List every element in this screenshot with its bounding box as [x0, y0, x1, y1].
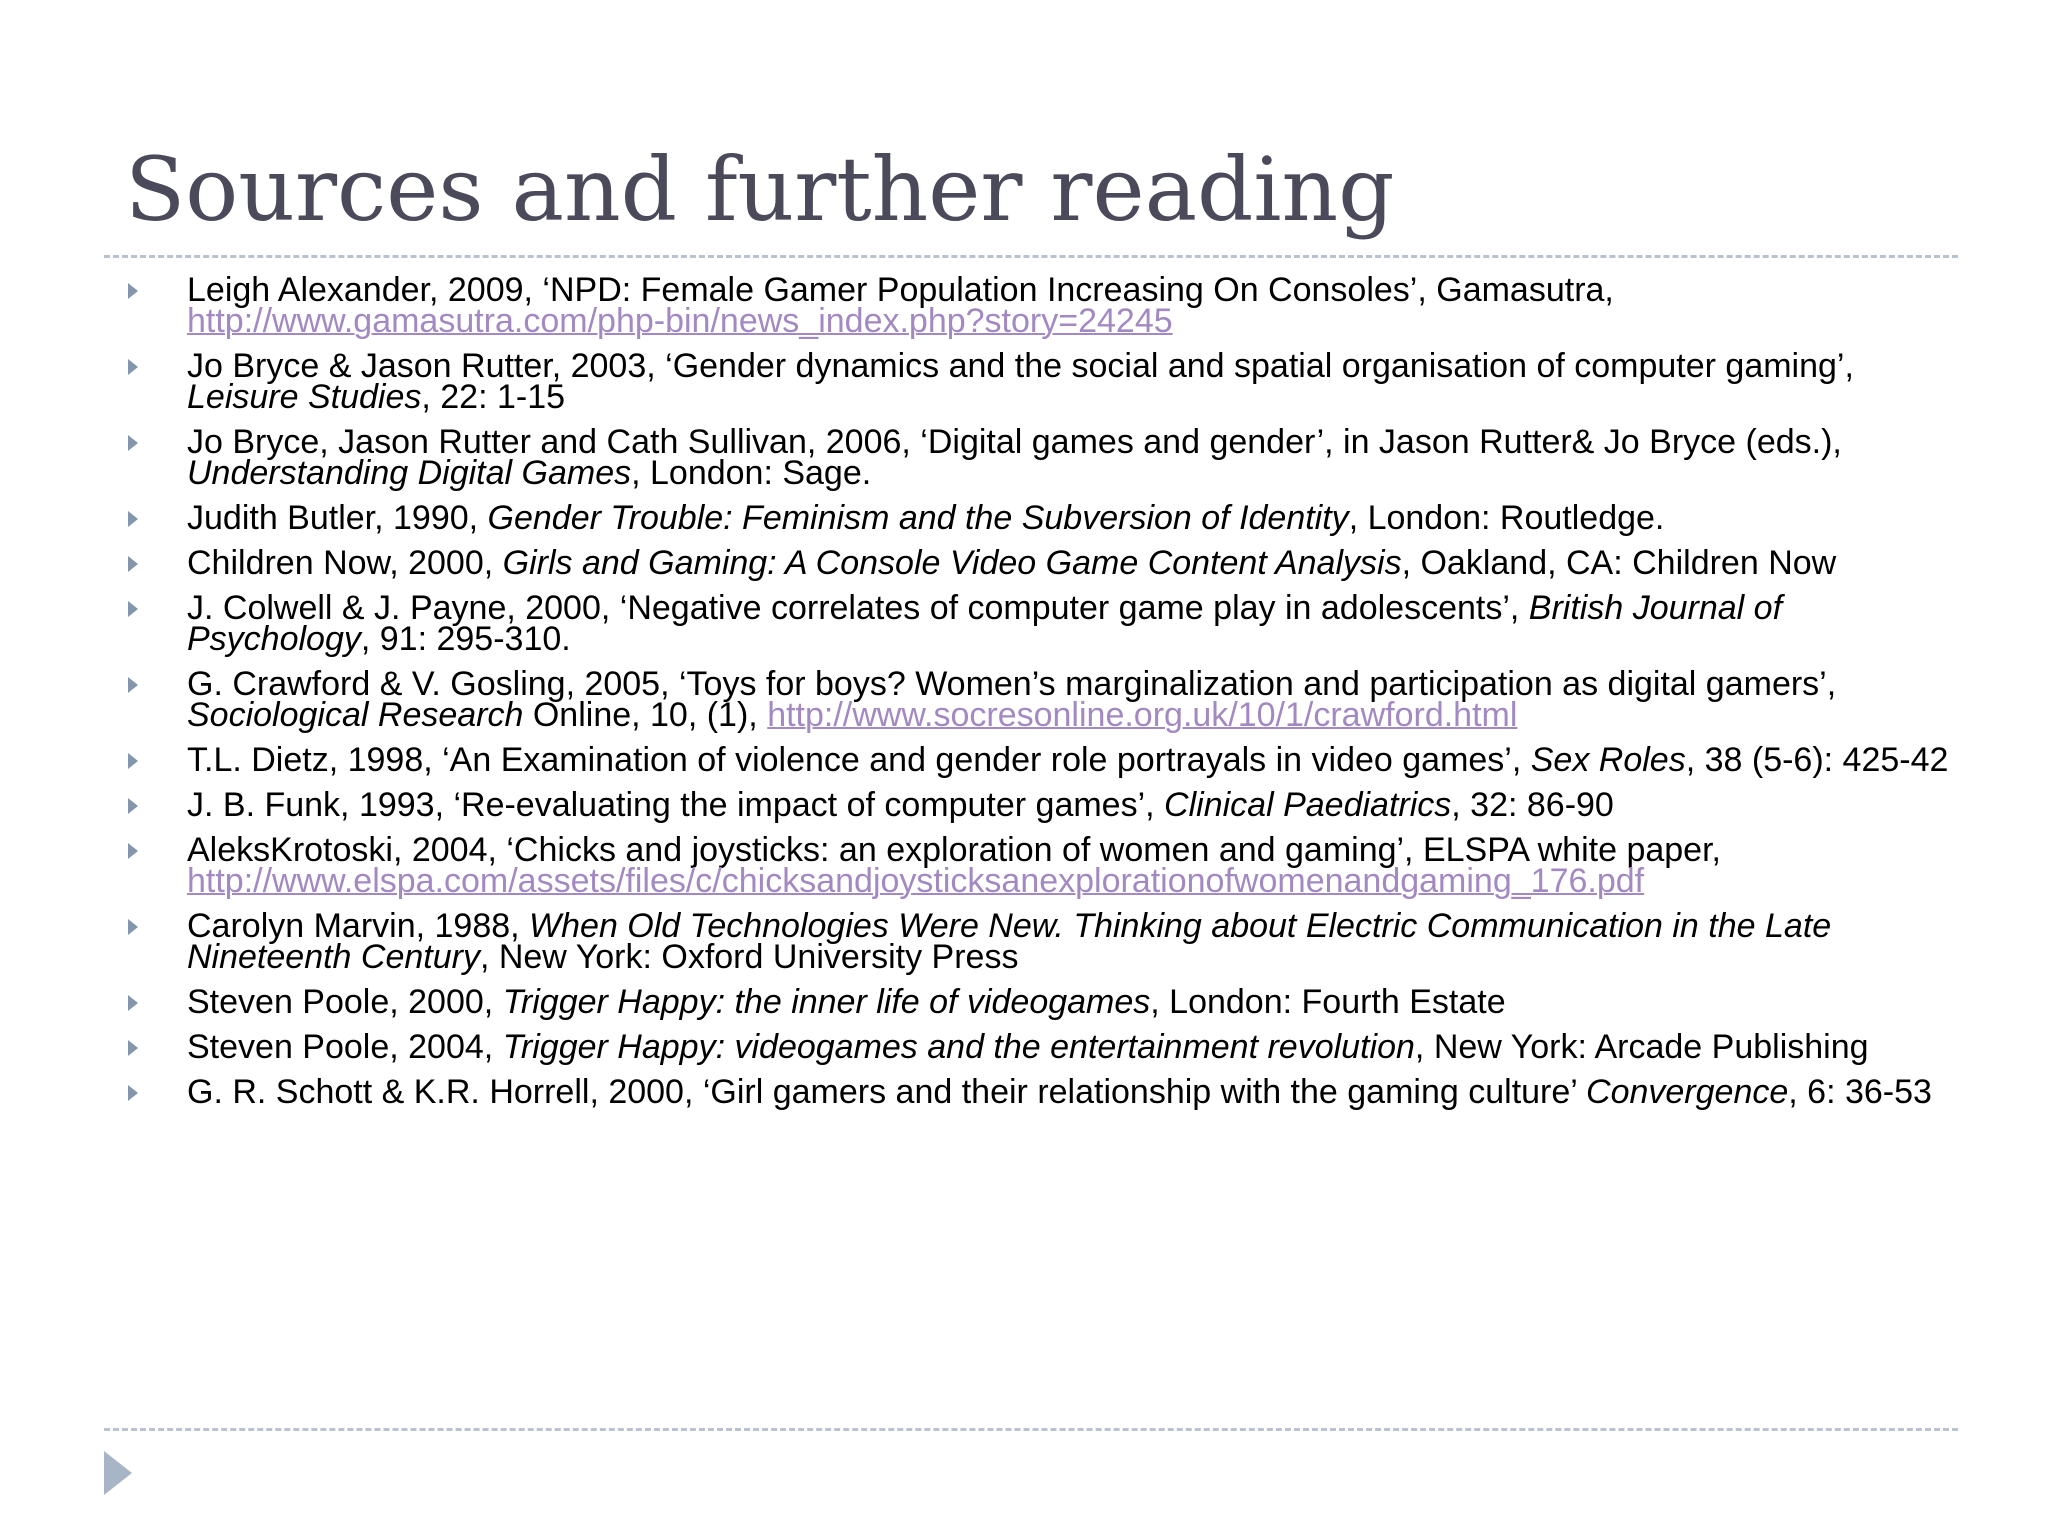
reference-title-italic: Convergence — [1586, 1073, 1789, 1111]
triangle-bullet-icon — [128, 995, 138, 1011]
reference-title-italic: Gender Trouble: Feminism and the Subversion of Identity — [487, 499, 1349, 537]
triangle-bullet-icon — [128, 1085, 138, 1101]
reference-segment: Judith Butler, 1990, — [187, 499, 488, 537]
reference-item — [120, 786, 1950, 824]
reference-link[interactable]: http://www.socresonline.org.uk/10/1/crawford.html — [767, 696, 1518, 734]
reference-item — [120, 665, 1950, 734]
triangle-bullet-icon — [128, 511, 138, 527]
reference-text — [187, 786, 1614, 824]
reference-link[interactable]: http://www.elspa.com/assets/files/c/chicksandjoysticksanexplorationofwomenandgaming_176.pdf — [187, 862, 1645, 900]
reference-segment: Steven Poole, 2004, — [187, 1028, 503, 1066]
reference-segment: , London: Fourth Estate — [1150, 983, 1506, 1021]
reference-title-italic: Understanding Digital Games — [187, 454, 632, 492]
reference-segment: J. B. Funk, 1993, ‘Re-evaluating the impact of computer games’, — [187, 786, 1165, 824]
reference-item — [120, 983, 1950, 1021]
reference-segment: , 91: 295-310. — [360, 620, 571, 658]
reference-title-italic: Clinical Paediatrics — [1164, 786, 1452, 824]
footer-divider — [104, 1428, 1958, 1431]
triangle-bullet-icon — [128, 359, 138, 375]
reference-title-italic: When Old Technologies Were New. Thinking about Electric Communication in the Late Nineteenth Century — [187, 907, 1832, 976]
reference-segment: , 38 (5-6): 425-42 — [1685, 741, 1949, 779]
reference-item — [120, 499, 1950, 537]
reference-list — [120, 271, 1950, 1122]
reference-segment: , 22: 1-15 — [421, 378, 566, 416]
triangle-bullet-icon — [128, 283, 138, 299]
reference-text — [187, 983, 1506, 1021]
reference-segment: , New York: Oxford University Press — [479, 938, 1019, 976]
reference-segment: , Oakland, CA: Children Now — [1401, 544, 1837, 582]
reference-text — [187, 741, 1948, 779]
reference-text — [187, 499, 1664, 537]
reference-item — [120, 271, 1950, 340]
reference-segment: Leigh Alexander, 2009, ‘NPD: Female Gamer Population Increasing On Consoles’, Gamasutra, — [187, 271, 1614, 309]
reference-segment: , London: Routledge. — [1348, 499, 1665, 537]
reference-title-italic: Trigger Happy: the inner life of videogames — [502, 983, 1151, 1021]
reference-item — [120, 589, 1950, 658]
triangle-play-icon[interactable] — [104, 1451, 132, 1495]
reference-text — [187, 589, 1782, 658]
reference-title-italic: Trigger Happy: videogames and the entertainment revolution — [502, 1028, 1415, 1066]
triangle-bullet-icon — [128, 919, 138, 935]
reference-item — [120, 831, 1950, 900]
reference-title-italic: British Journal of Psychology — [187, 589, 1783, 658]
triangle-bullet-icon — [128, 435, 138, 451]
reference-title-italic: Girls and Gaming: A Console Video Game Content Analysis — [502, 544, 1402, 582]
reference-segment: J. Colwell & J. Payne, 2000, ‘Negative correlates of computer game play in adolescents’, — [187, 589, 1529, 627]
triangle-bullet-icon — [128, 1040, 138, 1056]
reference-text — [187, 907, 1831, 976]
reference-segment: , 32: 86-90 — [1451, 786, 1614, 824]
reference-item — [120, 423, 1950, 492]
reference-text — [187, 271, 1614, 340]
reference-item — [120, 1073, 1950, 1111]
reference-text — [187, 347, 1854, 416]
reference-segment: , New York: Arcade Publishing — [1414, 1028, 1869, 1066]
reference-title-italic: Leisure Studies — [187, 378, 422, 416]
reference-item — [120, 544, 1950, 582]
reference-segment: G. R. Schott & K.R. Horrell, 2000, ‘Girl gamers and their relationship with the gaming culture’ — [187, 1073, 1587, 1111]
reference-segment: Steven Poole, 2000, — [187, 983, 503, 1021]
reference-title-italic: Sociological Research — [187, 696, 524, 734]
reference-segment: Jo Bryce, Jason Rutter and Cath Sullivan, 2006, ‘Digital games and gender’, in Jason Rutter& Jo Bryce (eds.), — [187, 423, 1842, 461]
reference-item — [120, 741, 1950, 779]
reference-text — [187, 423, 1842, 492]
reference-segment: , London: Sage. — [631, 454, 872, 492]
reference-title-italic: Sex Roles — [1530, 741, 1686, 779]
reference-segment: G. Crawford & V. Gosling, 2005, ‘Toys for boys? Women’s marginalization and participation as digital gamers’, — [187, 665, 1837, 703]
triangle-bullet-icon — [128, 601, 138, 617]
triangle-bullet-icon — [128, 753, 138, 769]
reference-segment: , 6: 36-53 — [1788, 1073, 1932, 1111]
reference-segment: Carolyn Marvin, 1988, — [187, 907, 530, 945]
reference-segment: T.L. Dietz, 1998, ‘An Examination of violence and gender role portrayals in video games’, — [187, 741, 1531, 779]
reference-segment: Jo Bryce & Jason Rutter, 2003, ‘Gender dynamics and the social and spatial organisation of computer gaming’, — [187, 347, 1854, 385]
reference-item — [120, 1028, 1950, 1066]
triangle-bullet-icon — [128, 798, 138, 814]
reference-text — [187, 665, 1836, 734]
reference-item — [120, 907, 1950, 976]
slide-title: Sources and further reading — [125, 138, 1395, 241]
reference-segment: Online, 10, (1), — [523, 696, 768, 734]
reference-text — [187, 1028, 1869, 1066]
reference-link[interactable]: http://www.gamasutra.com/php-bin/news_index.php?story=24245 — [187, 302, 1173, 340]
reference-segment: AleksKrotoski, 2004, ‘Chicks and joysticks: an exploration of women and gaming’, ELSPA white paper, — [187, 831, 1721, 869]
triangle-bullet-icon — [128, 843, 138, 859]
reference-text — [187, 1073, 1932, 1111]
triangle-bullet-icon — [128, 556, 138, 572]
reference-item — [120, 347, 1950, 416]
reference-text — [187, 831, 1721, 900]
triangle-bullet-icon — [128, 677, 138, 693]
reference-text — [187, 544, 1836, 582]
reference-segment: Children Now, 2000, — [187, 544, 503, 582]
title-divider — [104, 255, 1958, 258]
